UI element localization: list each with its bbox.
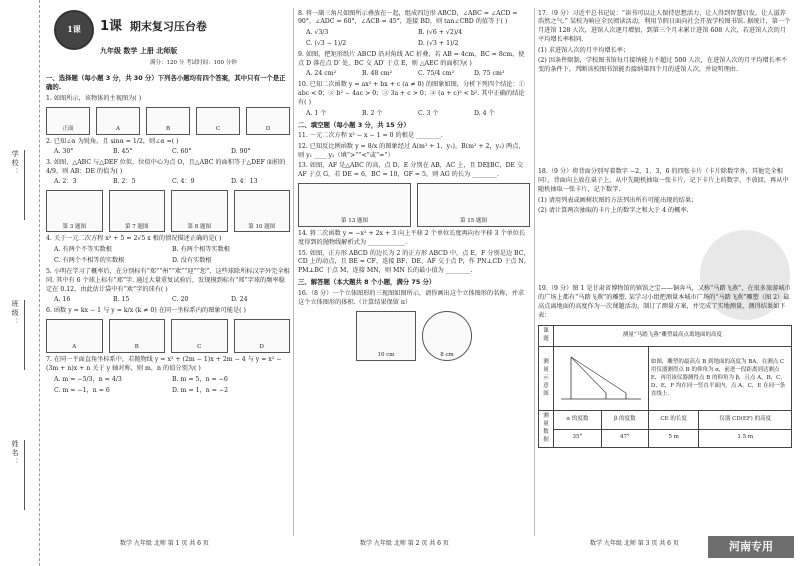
question-10: 10. 已知二次函数 y = ax² + bx + c (a ≠ 0) 的图象如图，分析下列四个结论：① abc < 0；② b² − 4ac > 0；③ 3a + c > 0；④ (a + c)² < b². 其中正确的结论有( ) xyxy=(298,81,525,107)
q2-option-b: B. 45° xyxy=(113,148,133,156)
q3-options xyxy=(54,178,290,187)
table-data-label: 测量数据 xyxy=(539,411,554,448)
question-11: 11. 一元二次方程 x² − x − 1 = 0 的根是 ________. xyxy=(298,132,443,140)
column-divider xyxy=(293,8,294,536)
binding-class-line xyxy=(24,300,25,370)
q5-option-a: A. 16 xyxy=(54,296,71,304)
q4-option-a: A. 有两个不等实数根 xyxy=(54,245,112,253)
binding-name-line xyxy=(24,440,25,510)
q9-options xyxy=(306,70,530,79)
q2-option-c: C. 60° xyxy=(172,148,192,156)
q1-solid-figure: 正面 xyxy=(46,107,90,135)
table-value-alpha: 35° xyxy=(553,429,601,447)
q16-front-view: 10 cm xyxy=(356,311,416,361)
q7-figure: 第 7 题图 xyxy=(109,190,166,232)
page-1-column xyxy=(46,72,290,536)
table-diagram-figure xyxy=(553,347,648,411)
region-tag: 河南专用 xyxy=(708,536,794,558)
binding-school-label: 学校： xyxy=(11,150,20,177)
q3-option-b: B. 2：5 xyxy=(113,178,136,186)
table-subject-value: 测量“马踏飞燕”雕塑最高点离地面的高度 xyxy=(553,326,791,347)
q7-option-b: B. m = 5，n = −6 xyxy=(172,375,228,383)
q4-option-c: C. 有两个不相等的实数根 xyxy=(54,256,125,264)
question-6: 6. 函数 y = kx − 1 与 y = k/x (k ≠ 0) 在同一坐标系内的图象可能是( ) xyxy=(46,307,246,315)
q7-option-d: D. m = 1，n = −2 xyxy=(172,386,229,394)
question-2: 2. 已知∠α 为锐角，且 sinα = 1/2，则∠α =( ) xyxy=(46,137,179,145)
q7-option-a: A. m = −5/3，n = 4/3 xyxy=(54,375,122,383)
q16-top-view: 8 cm xyxy=(422,311,472,361)
question-3: 3. 如图，△ABC 与△DEF 位似，位似中心为点 O，且△ABC 的面积等于△DEF 面积的 4/9，则 AB：DE 的值为( ) xyxy=(46,159,286,175)
q8-figure: 第 8 题图 xyxy=(171,190,228,232)
q10-option-a: A. 1 个 xyxy=(306,109,327,117)
page-1-footer: 数学 九年级 北师 第 1 页 共 6 页 xyxy=(120,540,209,547)
table-header-alpha: α 的度数 xyxy=(553,411,601,429)
q5-option-b: B. 15 xyxy=(113,296,130,304)
question-14: 14. 将二次函数 y = −x² + 2x + 3 向上平移 2 个单位长度再向右平移 3 个单位长度得到的抛物线解析式为 ____________. xyxy=(298,230,526,247)
q9-option-a: A. 24 cm² xyxy=(306,70,337,78)
q10-option-d: D. 4 个 xyxy=(474,109,495,117)
q2-option-d: D. 90° xyxy=(231,148,251,156)
q1-option-c-figure: C xyxy=(196,107,240,135)
figure-row-1 xyxy=(46,190,290,232)
q5-option-d: D. 24 xyxy=(231,296,248,304)
q6-figures xyxy=(46,319,290,353)
question-5: 5. 小明在学习了概率后，在分别标有“郑”“州”“欢”“迎”“您”，这些球除所标汉字外完全相同. 其中有 6 个球上标有“郑”字. 通过大量重复试验后，发现摸到标有“郑”字球的频率稳定在 0.12，由此估计袋中有“欢”字的球有( ) xyxy=(46,267,290,293)
table-header-cd: 仪器 CD(EF) 的高度 xyxy=(699,411,792,429)
q6-graph-b: B xyxy=(109,319,166,353)
table-diagram-label: 测量示意图 xyxy=(539,347,554,411)
q9-option-d: D. 75 cm² xyxy=(474,70,505,78)
question-13: 13. 如图，AF 是△ABC 的高，点 D，E 分别在 AB，AC 上，且 DE∥BC，DE 交 AF 于点 G，若 DE = 6，BC = 10，GF = 5，则 AG 的长为 ________. xyxy=(298,162,524,179)
question-7: 7. 在同一平面直角坐标系中，若抛物线 y = x² + (2m − 1)x + 2m − 4 与 y = x² − (3m + n)x + n 关于 y 轴对称，则 m，n 的值分别为( ) xyxy=(46,356,282,373)
q1-option-b-figure: B xyxy=(146,107,190,135)
table-value-ce: 5 m xyxy=(648,429,699,447)
q2-options xyxy=(54,148,290,157)
q15-figure: 第 15 题图 xyxy=(417,183,530,227)
q6-graph-d: D xyxy=(234,319,291,353)
brand-name: 1课 xyxy=(100,19,123,34)
page-2-column xyxy=(298,8,530,536)
question-17: 17.（9 分）习近平总书记说：“读书可以让人保持思想活力，让人得到智慧启发，让人滋养浩然之气.” 某校为响应全民阅读活动，利用节假日面向社会开放学校图书馆. 据统计，第一个月进馆 128 人次，进馆人次逐月增加，到第三个月末累计进馆 608 人次，若进馆人次的月平均增长率相同. xyxy=(538,9,791,44)
q8-option-b: B. (√6 + √2)/4 xyxy=(418,28,463,36)
question-8: 8. 将一副三角尺如图所示叠放在一起，组成四边形 ABCD，∠ABC = ∠ACD = 90°，∠ADC = 60°，∠ACB = 45°，连接 BD，则 tan∠CBD 的值等于( ) xyxy=(298,9,518,26)
question-1: 1. 如图所示，该物体的主视图为( ) xyxy=(46,94,142,102)
question-15: 15. 如图，正方形 ABCD 的边长为 2 的正方形 ABCD 中，点 E，F 分别是边 BC，CD 上的动点，且 BE = CF，连接 BF，DE，AF 交于点 P，作 PN⊥CD 于点 N，PM⊥BC 于点 M，连接 MN，则 MN 长的最小值为 ________. xyxy=(298,249,530,275)
page-3-column xyxy=(538,8,792,536)
q9-option-b: B. 48 cm² xyxy=(362,70,393,78)
table-header-beta: β 的度数 xyxy=(601,411,648,429)
q8-option-d: D. (√3 + 1)/2 xyxy=(418,39,459,47)
table-header-ce: CE 的长度 xyxy=(648,411,699,429)
table-subject-label: 课题 xyxy=(539,326,554,347)
q6-graph-c: C xyxy=(171,319,228,353)
q10-figure: 第 10 题图 xyxy=(234,190,291,232)
exam-title: 期末复习压台卷 xyxy=(129,20,207,33)
q13-q15-figures xyxy=(298,183,530,227)
q10-option-c: C. 3 个 xyxy=(418,109,439,117)
brand-logo: 1课 xyxy=(54,10,94,50)
q3-option-a: A. 2：3 xyxy=(54,178,77,186)
q7-option-c: C. m = −1，n = 6 xyxy=(54,386,110,394)
q5-option-c: C. 20 xyxy=(172,296,189,304)
q4-option-b: B. 有两个相等实数根 xyxy=(172,245,230,253)
question-12: 12. 已知反比例函数 y = 8/x 的图象经过 A(m² + 1，y₁)，B(m² + 2，y₂) 两点，则 y₁ ____ y₂（填“>”“<”或“=”） xyxy=(298,142,525,159)
section-choice-heading: 一、选择题（每小题 3 分，共 30 分）下列各小题均有四个答案，其中只有一个是正确的. xyxy=(46,74,286,92)
q16-three-views xyxy=(298,311,530,361)
q9-option-c: C. 75/4 cm² xyxy=(418,70,455,78)
q8-option-c: C. (√3 − 1)/2 xyxy=(306,39,347,47)
q1-option-a-figure: A xyxy=(96,107,140,135)
q6-graph-a: A xyxy=(46,319,103,353)
measurement-table xyxy=(538,325,792,448)
q10-option-b: B. 2 个 xyxy=(362,109,383,117)
measurement-diagram xyxy=(556,349,646,404)
table-diagram-note: 如图，雕塑的最高点 B 到地面的高度为 BA，在测点 C 用仪器测得点 B 的仰角为 α，前进一段距离到达测点 E，再用该仪器测得点 B 的仰角为 β，且点 A，B，C，D，E，F 均在同一竖直平面内，点 A，C，E 在同一条直线上. xyxy=(648,347,791,411)
q3-option-d: D. 4：13 xyxy=(231,178,258,186)
table-value-cd: 1.5 m xyxy=(699,429,792,447)
table-value-beta: 47° xyxy=(601,429,648,447)
page-title xyxy=(100,18,207,37)
question-16: 16.（8 分）一个立体图形的三视图如图所示，请你画出这个立体图形的名称，并求这个立体图形的体积.（计算结果保留 π） xyxy=(298,289,525,306)
q2-option-a: A. 30° xyxy=(54,148,74,156)
q5-options xyxy=(54,296,290,305)
q4-options xyxy=(54,246,290,266)
question-18: 18.（9 分）将背面分别写着数字 −2，1，3，6 的四张卡片（卡片除数字外，其他完全相同），背面向上放在桌子上，从中先随机抽取一张卡片，记下卡片上的数字，不放回，再从中随机抽取一张卡片，记下数字. xyxy=(538,168,789,194)
page-2-footer: 数学 九年级 北师 第 2 页 共 6 页 xyxy=(360,540,449,547)
q8-options xyxy=(306,29,530,49)
q17-part-2: (2) 因条件限制，学校图书馆每月接纳能力不超过 500 人次，在进馆人次的月平均增长率不变的条件下，判断该校图书馆能否接纳第四个月的进馆人次，并说明理由. xyxy=(538,57,788,74)
column-divider xyxy=(534,8,535,536)
score-info: 满分：120 分 考试时间：100 分钟 xyxy=(150,60,237,66)
q18-answer-space xyxy=(538,218,792,284)
q18-part-2: (2) 请计算两次抽取的卡片上的数字之和大于 4 的概率. xyxy=(538,207,689,215)
q17-answer-space xyxy=(538,77,792,167)
section-fill-heading: 二、填空题（每小题 3 分，共 15 分） xyxy=(298,120,410,129)
q13-figure: 第 13 题图 xyxy=(298,183,411,227)
q8-option-a: A. √3/3 xyxy=(306,28,329,36)
question-9: 9. 如图，把矩形纸片 ABCD 沿对角线 AC 折叠，若 AB = 4cm，BC = 8cm，使点 D 落在点 D′ 处，BC 交 AD′ 于点 E，则 △AEC 的面积为( ) xyxy=(298,50,525,67)
q18-part-1: (1) 请用列表或画树状图的方法列出所有可能出现的结果； xyxy=(538,196,698,204)
exam-subtitle: 九年级 数学 上册 北师版 xyxy=(100,47,178,55)
question-4: 4. 关于一元二次方程 x² + 5 = 2√5 x 根的情况描述正确的是( ) xyxy=(46,235,222,243)
q7-options xyxy=(54,376,290,396)
q4-option-d: D. 没有实数根 xyxy=(172,256,212,264)
q3-option-c: C. 4：9 xyxy=(172,178,195,186)
question-19: 19.（9 分）图 1 是甘肃省博物馆的镇馆之宝——铜奔马，又称“马踏飞燕”，在很多旅游城市的广场上都有“马踏飞燕”的雕塑. 某学习小组把测量本城市广场的“马踏飞燕”雕塑（图 2）最高点离地面的高度作为一次课题活动，制订了测量方案，并完成了实地测量，测得结果如下表： xyxy=(538,285,791,320)
q3-figure: 第 3 题图 xyxy=(46,190,103,232)
page-3-footer: 数学 九年级 北师 第 3 页 共 6 页 xyxy=(590,540,679,547)
binding-margin xyxy=(0,0,40,566)
q1-option-d-figure: D xyxy=(246,107,290,135)
q10-options xyxy=(306,110,530,119)
q1-figures xyxy=(46,107,290,135)
section-answer-heading: 三、解答题（本大题共 8 个小题，满分 75 分） xyxy=(298,278,436,287)
binding-school-line xyxy=(24,150,25,220)
binding-class-label: 班级： xyxy=(11,300,20,327)
binding-name-label: 姓名： xyxy=(11,440,20,467)
q17-part-1: (1) 求进馆人次的月平均增长率； xyxy=(538,46,630,54)
